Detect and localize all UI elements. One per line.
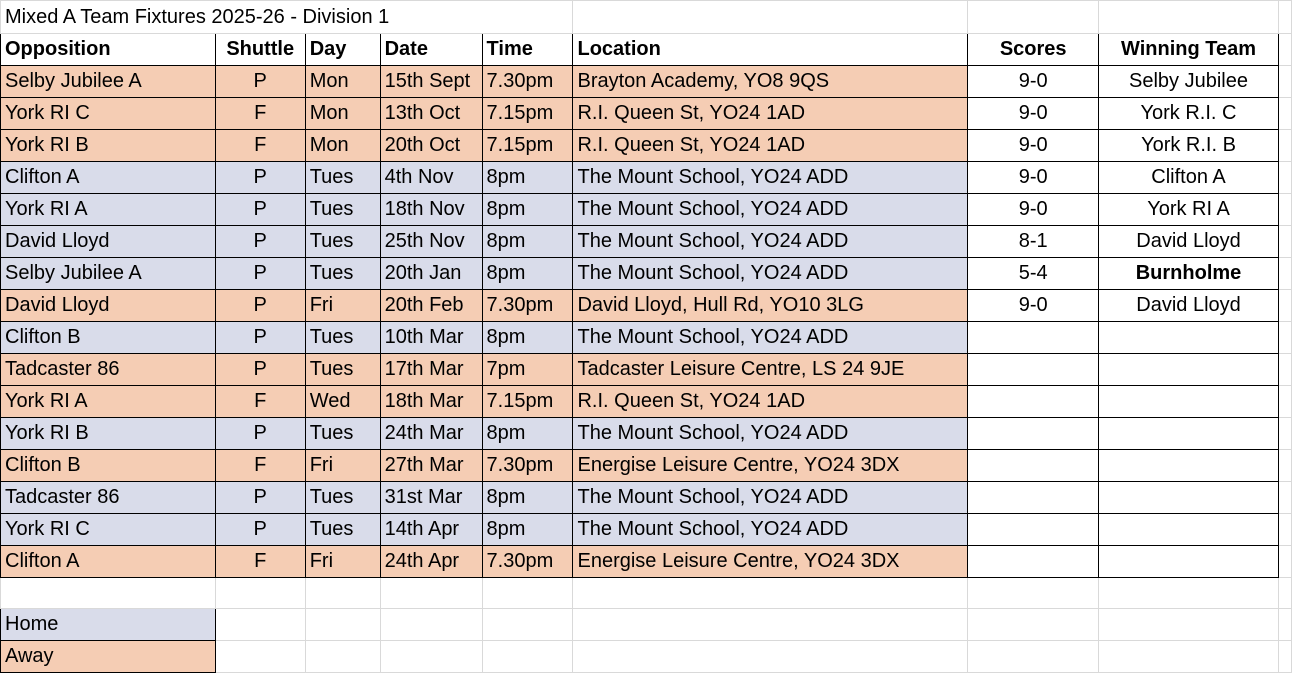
- location-cell[interactable]: The Mount School, YO24 ADD: [573, 418, 968, 450]
- time-cell[interactable]: 7.15pm: [482, 98, 573, 130]
- date-cell[interactable]: 24th Apr: [380, 546, 482, 578]
- date-cell[interactable]: 25th Nov: [380, 226, 482, 258]
- fixture-row: [1, 322, 1292, 354]
- header-row: [1, 34, 1292, 66]
- empty-cell[interactable]: [1099, 1, 1279, 34]
- opposition-cell[interactable]: David Lloyd: [1, 290, 216, 322]
- fixture-row: [1, 162, 1292, 194]
- winning-team-cell[interactable]: [1099, 514, 1279, 546]
- location-cell[interactable]: R.I. Queen St, YO24 1AD: [573, 130, 968, 162]
- opposition-cell[interactable]: York RI A: [1, 194, 216, 226]
- fixture-row: [1, 258, 1292, 290]
- empty-cell[interactable]: [215, 578, 305, 609]
- legend-row-away: [1, 641, 1292, 673]
- empty-cell[interactable]: [968, 609, 1099, 641]
- empty-cell[interactable]: [1099, 609, 1279, 641]
- empty-cell[interactable]: [1278, 66, 1291, 98]
- empty-cell[interactable]: [1278, 1, 1291, 34]
- time-cell[interactable]: 7.30pm: [482, 450, 573, 482]
- opposition-cell[interactable]: York RI C: [1, 514, 216, 546]
- date-cell[interactable]: 14th Apr: [380, 514, 482, 546]
- fixture-row: [1, 546, 1292, 578]
- time-cell[interactable]: 8pm: [482, 322, 573, 354]
- score-cell[interactable]: 9-0: [968, 98, 1099, 130]
- location-cell[interactable]: The Mount School, YO24 ADD: [573, 226, 968, 258]
- day-cell[interactable]: Tues: [305, 226, 380, 258]
- fixture-row: [1, 514, 1292, 546]
- date-cell[interactable]: 10th Mar: [380, 322, 482, 354]
- opposition-cell[interactable]: David Lloyd: [1, 226, 216, 258]
- winning-team-cell[interactable]: [1099, 354, 1279, 386]
- date-cell[interactable]: 13th Oct: [380, 98, 482, 130]
- shuttle-cell[interactable]: P: [215, 258, 305, 290]
- empty-cell[interactable]: [1278, 546, 1291, 578]
- location-cell[interactable]: David Lloyd, Hull Rd, YO10 3LG: [573, 290, 968, 322]
- shuttle-cell[interactable]: F: [215, 130, 305, 162]
- location-cell[interactable]: Energise Leisure Centre, YO24 3DX: [573, 450, 968, 482]
- time-cell[interactable]: 7.15pm: [482, 130, 573, 162]
- shuttle-cell[interactable]: P: [215, 514, 305, 546]
- fixture-row: [1, 194, 1292, 226]
- winning-team-cell[interactable]: Clifton A: [1099, 162, 1279, 194]
- location-cell[interactable]: The Mount School, YO24 ADD: [573, 514, 968, 546]
- empty-cell[interactable]: [1278, 386, 1291, 418]
- shuttle-cell[interactable]: F: [215, 546, 305, 578]
- empty-cell[interactable]: [482, 641, 573, 673]
- winning-team-cell[interactable]: David Lloyd: [1099, 226, 1279, 258]
- fixture-row: [1, 354, 1292, 386]
- shuttle-cell[interactable]: P: [215, 290, 305, 322]
- empty-cell[interactable]: [1278, 418, 1291, 450]
- shuttle-cell[interactable]: P: [215, 226, 305, 258]
- score-cell[interactable]: [968, 354, 1099, 386]
- sheet-title[interactable]: Mixed A Team Fixtures 2025-26 - Division 1: [1, 1, 573, 34]
- fixture-row: [1, 386, 1292, 418]
- empty-cell[interactable]: [1278, 130, 1291, 162]
- score-cell[interactable]: [968, 386, 1099, 418]
- time-cell[interactable]: 7pm: [482, 354, 573, 386]
- day-cell[interactable]: Tues: [305, 418, 380, 450]
- score-cell[interactable]: [968, 450, 1099, 482]
- day-cell[interactable]: Fri: [305, 450, 380, 482]
- shuttle-cell[interactable]: F: [215, 386, 305, 418]
- empty-cell[interactable]: [215, 609, 305, 641]
- winning-team-cell[interactable]: David Lloyd: [1099, 290, 1279, 322]
- date-cell[interactable]: 18th Nov: [380, 194, 482, 226]
- day-cell[interactable]: Tues: [305, 322, 380, 354]
- day-cell[interactable]: Tues: [305, 482, 380, 514]
- date-cell[interactable]: 18th Mar: [380, 386, 482, 418]
- fixture-row: [1, 482, 1292, 514]
- spacer-row: [1, 578, 1292, 609]
- time-cell[interactable]: 8pm: [482, 194, 573, 226]
- empty-cell[interactable]: [1278, 578, 1291, 609]
- legend-away[interactable]: Away: [1, 641, 216, 673]
- header-shuttle[interactable]: Shuttle: [215, 34, 305, 66]
- score-cell[interactable]: 9-0: [968, 66, 1099, 98]
- winning-team-cell[interactable]: [1099, 450, 1279, 482]
- shuttle-cell[interactable]: F: [215, 450, 305, 482]
- day-cell[interactable]: Mon: [305, 66, 380, 98]
- empty-cell[interactable]: [215, 641, 305, 673]
- fixture-row: [1, 290, 1292, 322]
- empty-cell[interactable]: [1278, 258, 1291, 290]
- empty-cell[interactable]: [380, 641, 482, 673]
- time-cell[interactable]: 8pm: [482, 258, 573, 290]
- empty-cell[interactable]: [305, 641, 380, 673]
- empty-cell[interactable]: [968, 641, 1099, 673]
- empty-cell[interactable]: [1278, 162, 1291, 194]
- time-cell[interactable]: 8pm: [482, 226, 573, 258]
- location-cell[interactable]: The Mount School, YO24 ADD: [573, 258, 968, 290]
- location-cell[interactable]: Energise Leisure Centre, YO24 3DX: [573, 546, 968, 578]
- empty-cell[interactable]: [573, 641, 968, 673]
- empty-cell[interactable]: [1278, 514, 1291, 546]
- shuttle-cell[interactable]: F: [215, 98, 305, 130]
- winning-team-cell[interactable]: York R.I. B: [1099, 130, 1279, 162]
- day-cell[interactable]: Wed: [305, 386, 380, 418]
- time-cell[interactable]: 7.15pm: [482, 386, 573, 418]
- opposition-cell[interactable]: Selby Jubilee A: [1, 66, 216, 98]
- score-cell[interactable]: [968, 482, 1099, 514]
- empty-cell[interactable]: [1099, 578, 1279, 609]
- shuttle-cell[interactable]: P: [215, 66, 305, 98]
- time-cell[interactable]: 8pm: [482, 418, 573, 450]
- empty-cell[interactable]: [1278, 290, 1291, 322]
- shuttle-cell[interactable]: P: [215, 322, 305, 354]
- opposition-cell[interactable]: Selby Jubilee A: [1, 258, 216, 290]
- date-cell[interactable]: 17th Mar: [380, 354, 482, 386]
- header-winning-team[interactable]: Winning Team: [1099, 34, 1279, 66]
- empty-cell[interactable]: [1278, 98, 1291, 130]
- location-cell[interactable]: The Mount School, YO24 ADD: [573, 482, 968, 514]
- empty-cell[interactable]: [380, 609, 482, 641]
- fixture-row: [1, 226, 1292, 258]
- empty-cell[interactable]: [305, 609, 380, 641]
- empty-cell[interactable]: [1278, 322, 1291, 354]
- opposition-cell[interactable]: York RI B: [1, 130, 216, 162]
- fixture-row: [1, 66, 1292, 98]
- empty-cell[interactable]: [1278, 226, 1291, 258]
- day-cell[interactable]: Fri: [305, 290, 380, 322]
- title-row: [1, 1, 1292, 34]
- day-cell[interactable]: Fri: [305, 546, 380, 578]
- empty-cell[interactable]: [968, 1, 1099, 34]
- opposition-cell[interactable]: Clifton B: [1, 322, 216, 354]
- header-opposition[interactable]: Opposition: [1, 34, 216, 66]
- shuttle-cell[interactable]: P: [215, 354, 305, 386]
- header-date[interactable]: Date: [380, 34, 482, 66]
- score-cell[interactable]: [968, 322, 1099, 354]
- empty-cell[interactable]: [380, 578, 482, 609]
- fixture-row: [1, 418, 1292, 450]
- empty-cell[interactable]: [482, 609, 573, 641]
- shuttle-cell[interactable]: P: [215, 162, 305, 194]
- opposition-cell[interactable]: York RI A: [1, 386, 216, 418]
- location-cell[interactable]: Brayton Academy, YO8 9QS: [573, 66, 968, 98]
- empty-cell[interactable]: [482, 578, 573, 609]
- empty-cell[interactable]: [1278, 641, 1291, 673]
- fixture-row: [1, 130, 1292, 162]
- time-cell[interactable]: 8pm: [482, 514, 573, 546]
- empty-cell[interactable]: [968, 578, 1099, 609]
- score-cell[interactable]: 9-0: [968, 290, 1099, 322]
- empty-cell[interactable]: [1278, 450, 1291, 482]
- date-cell[interactable]: 15th Sept: [380, 66, 482, 98]
- header-scores[interactable]: Scores: [968, 34, 1099, 66]
- empty-cell[interactable]: [1278, 34, 1291, 66]
- empty-cell[interactable]: [573, 609, 968, 641]
- opposition-cell[interactable]: Tadcaster 86: [1, 482, 216, 514]
- day-cell[interactable]: Tues: [305, 258, 380, 290]
- winning-team-cell[interactable]: [1099, 546, 1279, 578]
- legend-home[interactable]: Home: [1, 609, 216, 641]
- location-cell[interactable]: The Mount School, YO24 ADD: [573, 322, 968, 354]
- score-cell[interactable]: [968, 514, 1099, 546]
- day-cell[interactable]: Tues: [305, 162, 380, 194]
- empty-cell[interactable]: [1278, 354, 1291, 386]
- location-cell[interactable]: R.I. Queen St, YO24 1AD: [573, 386, 968, 418]
- score-cell[interactable]: 8-1: [968, 226, 1099, 258]
- time-cell[interactable]: 7.30pm: [482, 546, 573, 578]
- date-cell[interactable]: 27th Mar: [380, 450, 482, 482]
- score-cell[interactable]: [968, 546, 1099, 578]
- day-cell[interactable]: Tues: [305, 514, 380, 546]
- location-cell[interactable]: R.I. Queen St, YO24 1AD: [573, 98, 968, 130]
- opposition-cell[interactable]: York RI C: [1, 98, 216, 130]
- winning-team-cell[interactable]: [1099, 418, 1279, 450]
- winning-team-cell[interactable]: Selby Jubilee: [1099, 66, 1279, 98]
- shuttle-cell[interactable]: P: [215, 194, 305, 226]
- winning-team-cell[interactable]: [1099, 386, 1279, 418]
- day-cell[interactable]: Tues: [305, 194, 380, 226]
- location-cell[interactable]: The Mount School, YO24 ADD: [573, 194, 968, 226]
- time-cell[interactable]: 8pm: [482, 162, 573, 194]
- winning-team-cell[interactable]: York RI A: [1099, 194, 1279, 226]
- winning-team-cell[interactable]: [1099, 482, 1279, 514]
- opposition-cell[interactable]: Clifton A: [1, 546, 216, 578]
- header-day[interactable]: Day: [305, 34, 380, 66]
- day-cell[interactable]: Tues: [305, 354, 380, 386]
- fixture-row: [1, 98, 1292, 130]
- empty-cell[interactable]: [1, 578, 216, 609]
- time-cell[interactable]: 7.30pm: [482, 290, 573, 322]
- empty-cell[interactable]: [1099, 641, 1279, 673]
- score-cell[interactable]: 5-4: [968, 258, 1099, 290]
- location-cell[interactable]: Tadcaster Leisure Centre, LS 24 9JE: [573, 354, 968, 386]
- date-cell[interactable]: 31st Mar: [380, 482, 482, 514]
- day-cell[interactable]: Mon: [305, 130, 380, 162]
- fixture-row: [1, 450, 1292, 482]
- empty-cell[interactable]: [573, 578, 968, 609]
- date-cell[interactable]: 20th Feb: [380, 290, 482, 322]
- empty-cell[interactable]: [1278, 609, 1291, 641]
- time-cell[interactable]: 7.30pm: [482, 66, 573, 98]
- winning-team-cell[interactable]: Burnholme: [1099, 258, 1279, 290]
- score-cell[interactable]: 9-0: [968, 162, 1099, 194]
- header-location[interactable]: Location: [573, 34, 968, 66]
- time-cell[interactable]: 8pm: [482, 482, 573, 514]
- winning-team-cell[interactable]: [1099, 322, 1279, 354]
- winning-team-cell[interactable]: York R.I. C: [1099, 98, 1279, 130]
- empty-cell[interactable]: [1278, 482, 1291, 514]
- empty-cell[interactable]: [573, 1, 968, 34]
- opposition-cell[interactable]: Clifton B: [1, 450, 216, 482]
- empty-cell[interactable]: [1278, 194, 1291, 226]
- date-cell[interactable]: 24th Mar: [380, 418, 482, 450]
- shuttle-cell[interactable]: P: [215, 482, 305, 514]
- shuttle-cell[interactable]: P: [215, 418, 305, 450]
- date-cell[interactable]: 4th Nov: [380, 162, 482, 194]
- day-cell[interactable]: Mon: [305, 98, 380, 130]
- opposition-cell[interactable]: Clifton A: [1, 162, 216, 194]
- header-time[interactable]: Time: [482, 34, 573, 66]
- opposition-cell[interactable]: York RI B: [1, 418, 216, 450]
- score-cell[interactable]: 9-0: [968, 130, 1099, 162]
- opposition-cell[interactable]: Tadcaster 86: [1, 354, 216, 386]
- location-cell[interactable]: The Mount School, YO24 ADD: [573, 162, 968, 194]
- date-cell[interactable]: 20th Jan: [380, 258, 482, 290]
- score-cell[interactable]: [968, 418, 1099, 450]
- date-cell[interactable]: 20th Oct: [380, 130, 482, 162]
- legend-row-home: [1, 609, 1292, 641]
- score-cell[interactable]: 9-0: [968, 194, 1099, 226]
- empty-cell[interactable]: [305, 578, 380, 609]
